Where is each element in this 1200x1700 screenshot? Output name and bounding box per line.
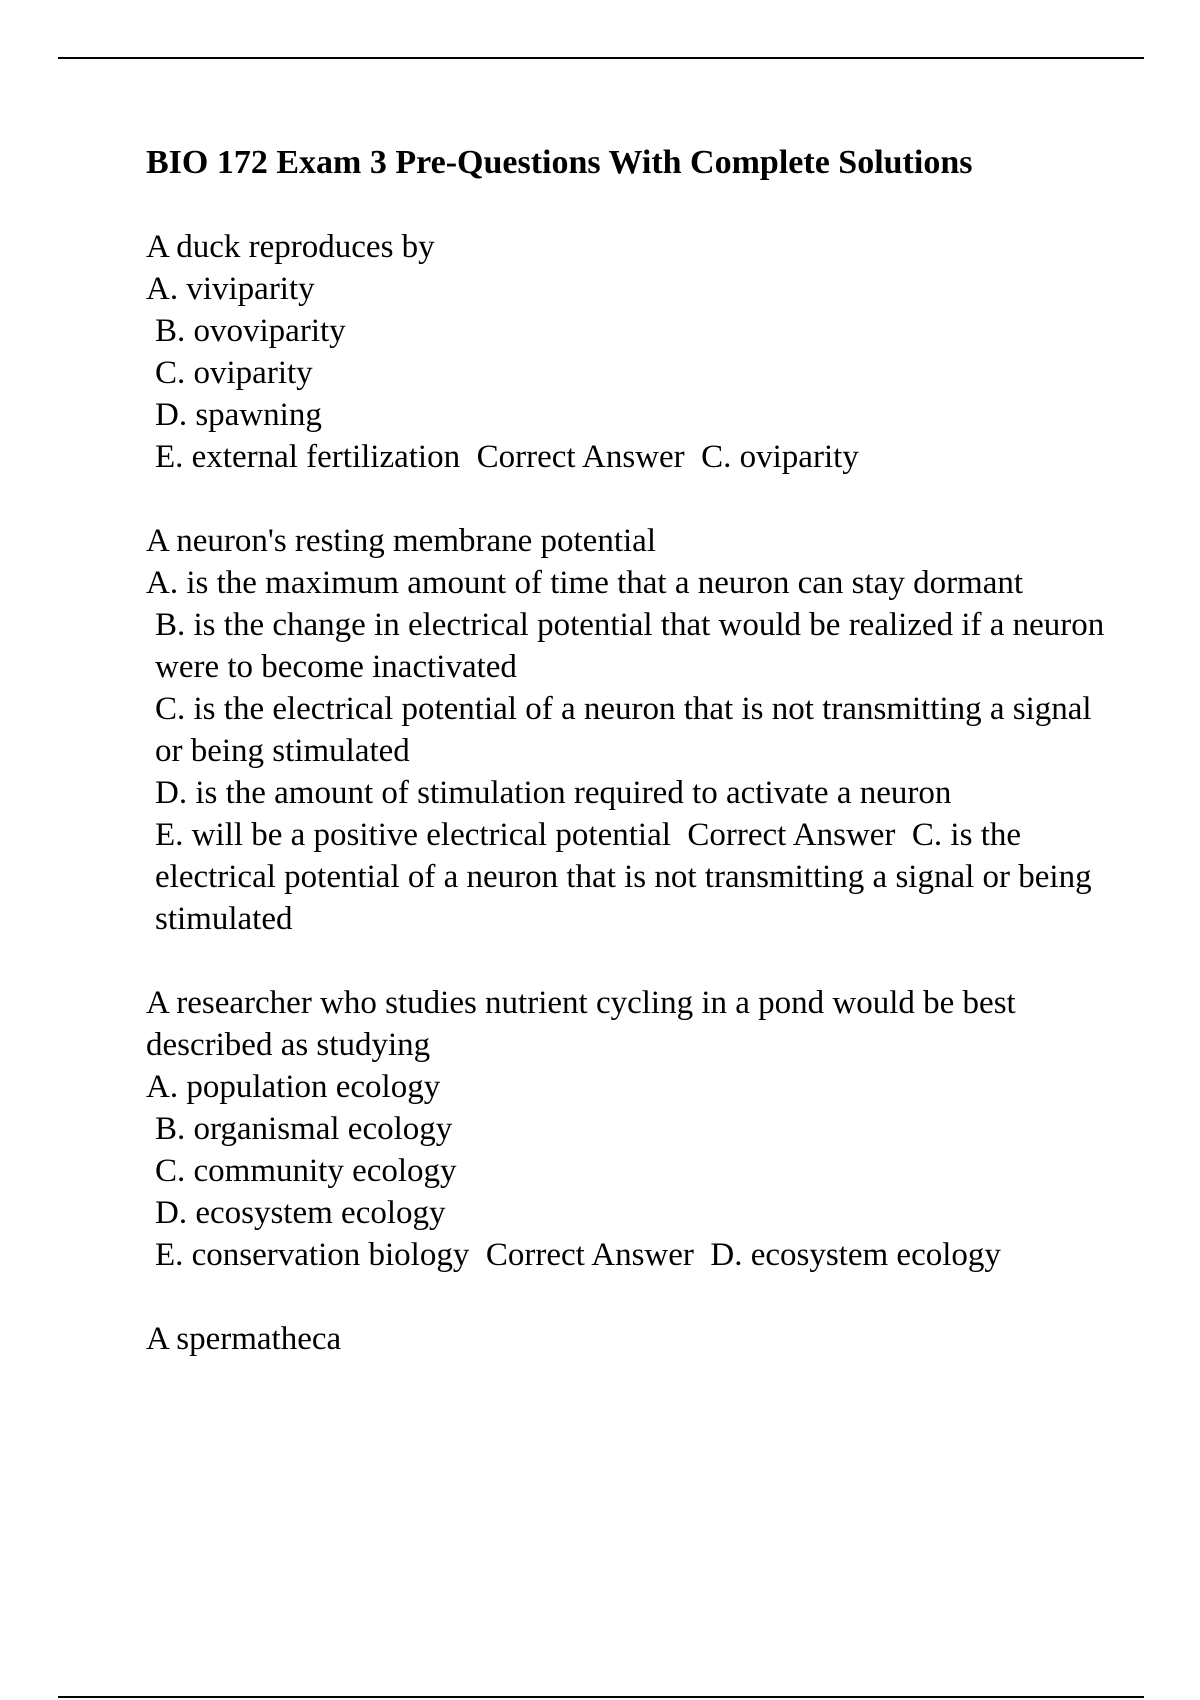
question-stem: A spermatheca: [146, 1321, 342, 1357]
header-rule: [58, 57, 1144, 59]
question-stem: A duck reproduces by: [146, 229, 435, 265]
answer-option: A. is the maximum amount of time that a neuron can stay dormant: [146, 565, 1024, 601]
document-body: [146, 142, 1113, 1402]
answer-option: A. viviparity: [146, 271, 315, 307]
answer-option: C. community ecology: [155, 1153, 457, 1189]
question-1: [146, 226, 1106, 478]
answer-option: B. organismal ecology: [155, 1111, 453, 1147]
question-stem: A researcher who studies nutrient cycling in a pond would be best described as studying: [146, 985, 1024, 1063]
question-2: [146, 520, 1113, 940]
answer-option: B. ovoviparity: [155, 313, 346, 349]
answer-option: C. is the electrical potential of a neuron that is not transmitting a signal or being stimulated: [155, 691, 1100, 769]
answer-option: C. oviparity: [155, 355, 313, 391]
footer-rule: [58, 1696, 1144, 1698]
document-title: BIO 172 Exam 3 Pre-Questions With Complete Solutions: [146, 144, 973, 181]
answer-option-with-correct-answer: E. conservation biology Correct Answer D. ecosystem ecology: [155, 1237, 1001, 1273]
answer-option: A. population ecology: [146, 1069, 441, 1105]
answer-option: D. is the amount of stimulation required to activate a neuron: [155, 775, 952, 811]
answer-option: D. ecosystem ecology: [155, 1195, 446, 1231]
answer-option: B. is the change in electrical potential that would be realized if a neuron were to become inactivated: [155, 607, 1113, 685]
question-stem: A neuron's resting membrane potential: [146, 523, 656, 559]
answer-option-with-correct-answer: E. external fertilization Correct Answer C. oviparity: [155, 439, 859, 475]
question-4: [146, 1318, 1106, 1360]
answer-option-with-correct-answer: E. will be a positive electrical potential Correct Answer C. is the electrical potential of a neuron that is not transmitting a signal or being stimulated: [155, 817, 1100, 937]
answer-option: D. spawning: [155, 397, 322, 433]
question-3: [146, 982, 1106, 1276]
